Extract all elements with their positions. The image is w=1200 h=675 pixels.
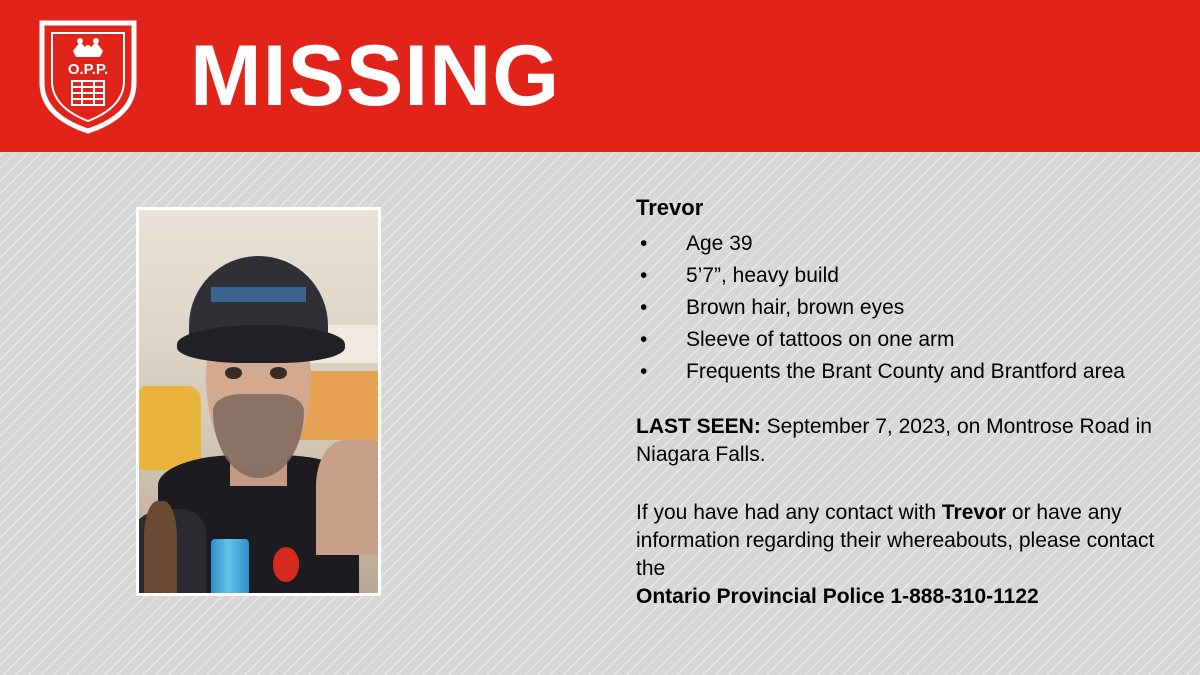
last-seen-label: LAST SEEN:: [636, 415, 761, 438]
person-name: Trevor: [636, 195, 704, 220]
contact-person-name: Trevor: [941, 501, 1007, 524]
contact-phone-line: Ontario Provincial Police 1-888-310-1122: [636, 585, 1039, 608]
contact-text-before: If you have had any contact with: [636, 501, 942, 524]
poster-details: [636, 193, 1176, 611]
last-seen-block: [636, 413, 1176, 469]
list-item: • Sleeve of tattoos on one arm: [636, 325, 1176, 355]
last-seen-text: September 7, 2023, on Montrose Road in Niagara Falls.: [636, 415, 1152, 466]
missing-person-photo: [136, 207, 381, 596]
contact-block: [636, 499, 1176, 611]
opp-crest-icon: [28, 17, 148, 135]
contact-text-after: or have any information regarding their whereabouts, please contact the: [636, 501, 1155, 580]
poster-header: [0, 0, 1200, 152]
list-item: • Frequents the Brant County and Brantford area: [636, 357, 1176, 387]
photo-image: [139, 210, 378, 593]
person-description-list: [636, 229, 1176, 387]
list-item: • Age 39: [636, 229, 1176, 259]
list-item: • 5’7”, heavy build: [636, 261, 1176, 291]
poster-title: MISSING: [190, 28, 561, 124]
list-item: • Brown hair, brown eyes: [636, 293, 1176, 323]
svg-text:O.P.P.: O.P.P.: [67, 61, 109, 78]
